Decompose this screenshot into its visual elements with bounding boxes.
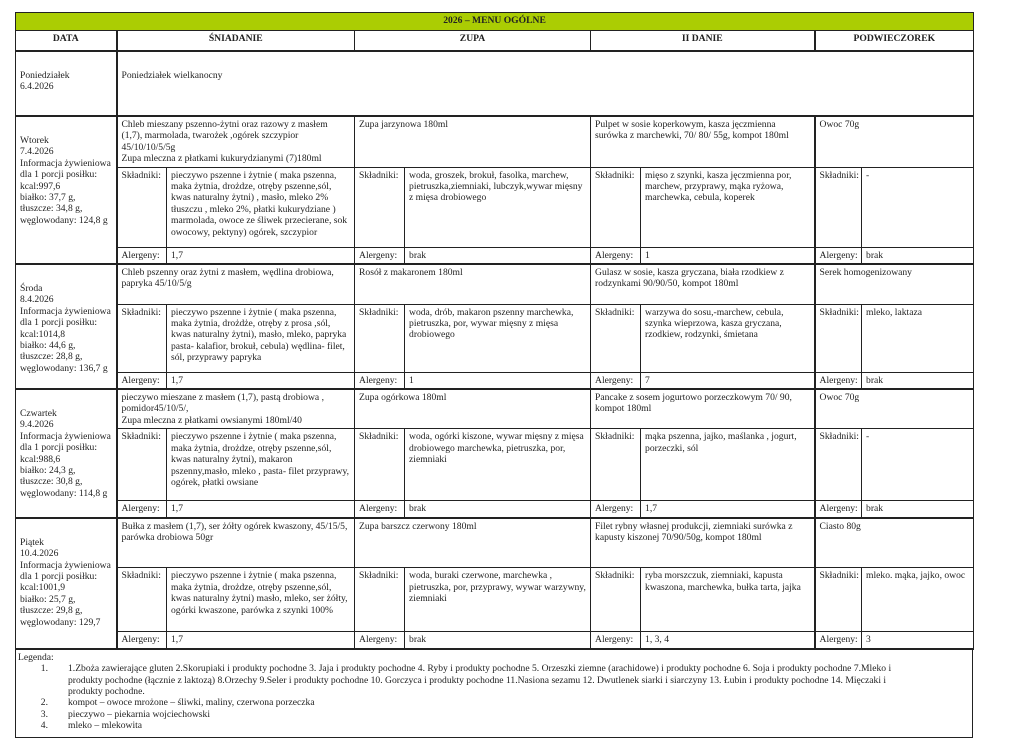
nutrition-line: Informacja żywieniowa [20,157,111,169]
breakfast-dish: Chleb mieszany pszenno-żytni oraz razowy z masłem (1,7), marmolada, twarożek ,ogórek szczypior 45/10/10/5/5g Zupa mleczna z płatkami kukurydzianymi (7)180ml [117,117,355,168]
day-allergens-row [16,501,974,518]
menu-title: 2026 – MENU OGÓLNE [16,13,974,31]
main-ingredients-label: Składniki: [591,167,641,247]
nutrition-line: białko: 24,3 g, [20,464,76,476]
nutrition-line: białko: 37,7 g, [20,192,76,204]
nutrition-line: węglowodany: 129,7 [20,616,101,628]
legend-item-number: 3. [40,708,48,720]
nutrition-line: kcal:988,6 [20,453,61,465]
nutrition-line: węglowodany: 114,8 g [20,487,108,499]
menu-sheet [15,12,973,738]
breakfast-ingredients-label: Składniki: [117,167,167,247]
nutrition-line: węglowodany: 124,8 g [20,214,108,226]
nutrition-line: dla 1 porcji posiłku: [20,317,98,329]
snack-ingredients: mleko, laktaza [862,304,974,372]
header-row [16,31,974,52]
main-dish: Gulasz w sosie, kasza gryczana, biała rzodkiew z rodzynkami 90/90/50, kompot 180ml [591,264,815,304]
nutrition-line: dla 1 porcji posiłku: [20,442,98,454]
main-dish: Pulpet w sosie koperkowym, kasza jęczmienna surówka z marchewki, 70/ 80/ 55g, kompot 180ml [591,117,815,168]
nutrition-line: Informacja żywieniowa [20,305,111,317]
main-allergens-label: Alergeny: [591,632,641,649]
soup-allergens-label: Alergeny: [355,632,405,649]
main-ingredients: mięso z szynki, kasza jęczmienna por, marchew, przyprawy, mąka ryżowa, marchewka, cebula, koperek [641,167,815,247]
breakfast-allergens-label: Alergeny: [117,372,167,389]
soup-allergens: brak [405,501,591,518]
legend-item-number: 1. [40,663,48,675]
soup-dish: Zupa barszcz czerwony 180ml [355,518,591,568]
main-allergens: 1, 3, 4 [641,632,815,649]
holiday-row [16,51,974,116]
breakfast-allergens-label: Alergeny: [117,632,167,649]
soup-ingredients-label: Składniki: [355,304,405,372]
snack-dish: Owoc 70g [815,389,974,429]
nutrition-line: kcal:1014,8 [20,328,66,340]
nutrition-line: kcal:1001,9 [20,582,66,594]
title-row [16,13,974,31]
main-ingredients: ryba morszczuk, ziemniaki, kapusta kwaszona, marchewka, bułka tarta, jajka [641,568,815,632]
soup-dish: Zupa jarzynowa 180ml [355,117,591,168]
nutrition-line: tłuszcze: 30,8 g, [20,476,83,488]
soup-ingredients: woda, groszek, brokuł, fasolka, marchew, pietruszka,ziemniaki, lubczyk,wywar mięsny z mięsa drobiowego [405,167,591,247]
day-ingredients-row [16,429,974,501]
main-ingredients: warzywa do sosu,-marchew, cebula, szynka wieprzowa, kasza gryczana, rzodkiew, rodzynki, śmietana [641,304,815,372]
soup-ingredients: woda, drób, makaron pszenny marchewka, pietruszka, por, wywar mięsny z mięsa drobiowego [405,304,591,372]
day-name: Czwartek [20,407,57,419]
day-date: 9.4.2026 [20,419,54,431]
main-allergens: 1,7 [641,501,815,518]
legend-item-text: pieczywo – piekarnia wojciechowski [68,708,210,720]
main-ingredients-label: Składniki: [591,304,641,372]
legend-item [18,720,972,731]
holiday-note: Poniedziałek wielkanocny [117,51,974,116]
breakfast-allergens: 1,7 [167,632,355,649]
nutrition-line: dla 1 porcji posiłku: [20,169,98,181]
main-ingredients: mąka pszenna, jajko, maślanka , jogurt, porzeczki, sól [641,429,815,501]
nutrition-line: kcal:997,6 [20,180,61,192]
snack-ingredients: - [862,167,974,247]
snack-allergens: 3 [862,632,974,649]
snack-allergens-label: Alergeny: [815,372,862,389]
snack-dish: Serek homogenizowany [815,264,974,304]
breakfast-ingredients: pieczywo pszenne i żytnie ( maka pszenna, maka żytnia, drożdze, otręby pszenne,sól, kwas naturalny żytni) masło, mleko, ser żółty, ogórki kwaszone, parówka z szynki 100% [167,568,355,632]
snack-ingredients: - [862,429,974,501]
day-name: Poniedziałek [20,70,70,81]
legend-item-text: mleko – mlekowita [68,720,143,732]
legend-item-number: 2. [40,697,48,709]
legend-item-text: 1.Zboża zawierające gluten 2.Skorupiaki i produkty pochodne 3. Jaja i produkty pochodne 4. Ryby i produkty pochodne 5. Orzeszki ziemne (arachidowe) i produkty pochodne 6. Soja i produkty pochodne 7.Mleko i produkty pochodne (łącznie z laktozą) 8.Orzechy 9.Seler i produkty pochodne 10. Gorczyca i produkty pochodne 11.Nasiona sezamu 12. Dwutlenek siarki i siarczyny 13. Łubin i produkty pochodne 14. Mięczaki i produkty pochodne. [68,663,892,697]
nutrition-line: Informacja żywieniowa [20,430,111,442]
col-header-main: II DANIE [591,31,815,52]
breakfast-ingredients: pieczywo pszenne i żytnie ( maka pszenna, maka żytnia, drożdże, otręby z prosa ,sól, kwas naturalny żytni), masło, mleko, papryka pasta- kalafior, brokuł, cebula) wędlina- filet, sól, przyprawy papryka [167,304,355,372]
main-allergens-label: Alergeny: [591,247,641,264]
day-dish-row [16,117,974,168]
nutrition-line: tłuszcze: 29,8 g, [20,605,83,617]
day-dish-row [16,389,974,429]
breakfast-ingredients-label: Składniki: [117,429,167,501]
soup-allergens: 1 [405,372,591,389]
day-info-cell [16,264,117,389]
day-allergens-row [16,372,974,389]
breakfast-ingredients: pieczywo pszenne i żytnie ( maka pszenna, maka żytnia, drożdze, otręby pszenne,sól, kwas naturalny żytni) , masło, mleko 2% tłuszczu , mleko 2%, płatki kukurydziane ) marmolada, owoce ze śliwek przecierane, sok owocowy, pektyny) ogórek, szczypior [167,167,355,247]
snack-allergens: brak [862,372,974,389]
main-dish: Pancake z sosem jogurtowo porzeczkowym 70/ 90, kompot 180ml [591,389,815,429]
breakfast-dish: Chleb pszenny oraz żytni z masłem, wędlina drobiowa, papryka 45/10/5/g [117,264,355,304]
main-ingredients-label: Składniki: [591,429,641,501]
legend-item [18,709,972,720]
breakfast-allergens-label: Alergeny: [117,501,167,518]
breakfast-ingredients: pieczywo pszenne i żytnie ( maka pszenna, maka żytnia, drożdze, otręby pszenne,sól, kwas naturalny żytni), makaron pszenny,masło, mleko , pasta- filet przyprawy, ogórek, płatki owsiane [167,429,355,501]
snack-ingredients-label: Składniki: [815,304,862,372]
legend-list [18,663,972,731]
col-header-breakfast: ŚNIADANIE [117,31,355,52]
nutrition-line: tłuszcze: 28,8 g, [20,351,83,363]
snack-allergens-label: Alergeny: [815,632,862,649]
legend-item-number: 4. [40,720,48,732]
snack-dish: Ciasto 80g [815,518,974,568]
soup-ingredients-label: Składniki: [355,568,405,632]
nutrition-line: białko: 25,7 g, [20,593,76,605]
soup-allergens-label: Alergeny: [355,372,405,389]
breakfast-allergens: 1,7 [167,247,355,264]
day-name: Piątek [20,536,44,548]
holiday-date-cell [16,51,117,116]
main-allergens-label: Alergeny: [591,372,641,389]
soup-ingredients: woda, ogórki kiszone, wywar mięsny z mięsa drobiowego marchewka, pietruszka, por, ziemniaki [405,429,591,501]
snack-allergens: brak [862,501,974,518]
day-ingredients-row [16,167,974,247]
day-date: 6.4.2026 [20,81,54,93]
day-dish-row [16,518,974,568]
snack-ingredients: mleko. mąka, jajko, owoc [862,568,974,632]
days-table [15,116,974,650]
soup-allergens: brak [405,632,591,649]
main-ingredients-label: Składniki: [591,568,641,632]
legend-item [18,697,972,708]
soup-dish: Rosół z makaronem 180ml [355,264,591,304]
breakfast-ingredients-label: Składniki: [117,568,167,632]
day-allergens-row [16,632,974,649]
breakfast-dish: Bułka z masłem (1,7), ser żółty ogórek kwaszony, 45/15/5, parówka drobiowa 50gr [117,518,355,568]
snack-ingredients-label: Składniki: [815,167,862,247]
snack-allergens-label: Alergeny: [815,247,862,264]
soup-ingredients-label: Składniki: [355,429,405,501]
soup-allergens-label: Alergeny: [355,247,405,264]
day-ingredients-row [16,568,974,632]
main-allergens: 1 [641,247,815,264]
soup-dish: Zupa ogórkowa 180ml [355,389,591,429]
col-header-snack: PODWIECZOREK [815,31,974,52]
snack-dish: Owoc 70g [815,117,974,168]
nutrition-line: białko: 44,6 g, [20,340,76,352]
day-ingredients-row [16,304,974,372]
day-date: 7.4.2026 [20,146,54,158]
nutrition-line: węglowodany: 136,7 g [20,362,108,374]
snack-ingredients-label: Składniki: [815,568,862,632]
main-allergens-label: Alergeny: [591,501,641,518]
menu-table [15,12,974,117]
col-header-date: DATA [16,31,117,52]
snack-ingredients-label: Składniki: [815,429,862,501]
snack-allergens: brak [862,247,974,264]
breakfast-ingredients-label: Składniki: [117,304,167,372]
day-info-cell [16,518,117,649]
day-info-cell [16,117,117,265]
nutrition-line: dla 1 porcji posiłku: [20,571,98,583]
legend-item-text: kompot – owoce mrożone – śliwki, maliny, czerwona porzeczka [68,697,315,709]
col-header-soup: ZUPA [355,31,591,52]
soup-ingredients: woda, buraki czerwone, marchewka , pietruszka, por, przyprawy, wywar warzywny, ziemniaki [405,568,591,632]
breakfast-allergens: 1,7 [167,501,355,518]
legend-title: Legenda: [18,651,54,663]
nutrition-line: Informacja żywieniowa [20,559,111,571]
day-info-cell [16,389,117,518]
breakfast-dish: pieczywo mieszane z masłem (1,7), pastą drobiowa , pomidor45/10/5/, Zupa mleczna z płatkami owsianymi 180ml/40 [117,389,355,429]
day-name: Wtorek [20,135,49,146]
nutrition-line: tłuszcze: 34,8 g, [20,203,83,215]
soup-allergens-label: Alergeny: [355,501,405,518]
day-name: Środa [20,283,43,295]
snack-allergens-label: Alergeny: [815,501,862,518]
day-dish-row [16,264,974,304]
breakfast-allergens-label: Alergeny: [117,247,167,264]
main-dish: Filet rybny własnej produkcji, ziemniaki surówka z kapusty kiszonej 70/90/50g, kompot 180ml [591,518,815,568]
breakfast-allergens: 1,7 [167,372,355,389]
day-date: 8.4.2026 [20,294,54,306]
main-allergens: 7 [641,372,815,389]
day-date: 10.4.2026 [20,548,59,560]
legend-item [18,663,972,697]
legend [15,650,973,738]
soup-allergens: brak [405,247,591,264]
soup-ingredients-label: Składniki: [355,167,405,247]
day-allergens-row [16,247,974,264]
